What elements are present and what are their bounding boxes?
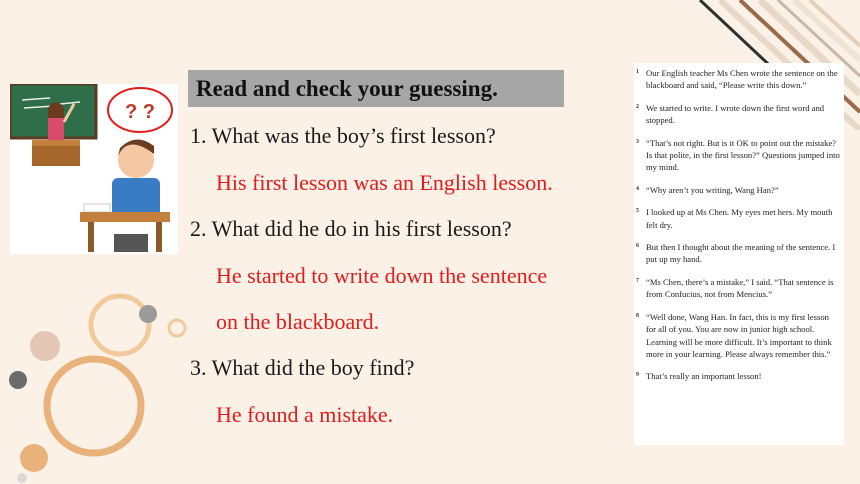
question-3: 3. What did the boy find? [190, 355, 415, 380]
instruction-heading: Read and check your guessing. [188, 70, 564, 107]
answer-1: His first lesson was an English lesson. [216, 170, 553, 195]
paragraph-text: I looked up at Ms Chen. My eyes met hers. My mouth felt dry. [646, 207, 833, 230]
paragraph-text: “Well done, Wang Han. In fact, this is my first lesson for all of you. You are now in junior high school. Learning will be more difficult. It’s important to think more in your learning. Please always remember this.” [646, 311, 832, 359]
passage-paragraph [634, 241, 840, 266]
answer-2-line-1: He started to write down the sentence [216, 263, 548, 288]
paragraph-number: 8 [636, 312, 639, 319]
answer-2-line-2: on the blackboard. [216, 309, 380, 334]
answer-3: He found a mistake. [216, 402, 394, 427]
paragraph-number: 7 [636, 277, 639, 284]
paragraph-number: 9 [636, 372, 639, 379]
paragraph-number: 4 [636, 185, 639, 192]
question-1: 1. What was the boy’s first lesson? [190, 123, 496, 148]
passage-paragraph [634, 206, 840, 231]
passage-paragraph [634, 137, 840, 174]
question-2: 2. What did he do in his first lesson? [190, 216, 512, 241]
paragraph-text: But then I thought about the meaning of the sentence. I put up my hand. [646, 242, 836, 265]
question-answer-list [190, 122, 620, 429]
paragraph-text: We started to write. I wrote down the first word and stopped. [646, 102, 825, 126]
circles-decoration [0, 280, 200, 484]
paragraph-text: “That’s not right. But is it OK to point out the mistake? Is that polite, in the first lesson?” Questions jumped into my mind. [646, 137, 840, 173]
paragraph-number: 6 [636, 243, 639, 250]
paragraph-number: 2 [636, 103, 639, 110]
classroom-illustration [10, 84, 178, 254]
paragraph-text: “Why aren’t you writing, Wang Han?” [646, 184, 779, 195]
passage-paragraph [634, 311, 840, 361]
passage-paragraph [634, 370, 840, 382]
paragraph-number: 1 [636, 69, 639, 75]
paragraph-text: Our English teacher Ms Chen wrote the sentence on the blackboard and said, “Please write this down.” [646, 68, 838, 91]
reading-passage [634, 63, 844, 445]
passage-paragraph [634, 67, 840, 92]
bubble-text: ? ? [125, 101, 155, 123]
passage-paragraph [634, 102, 840, 127]
paragraph-number: 5 [636, 208, 639, 215]
paragraph-number: 3 [636, 138, 639, 145]
paragraph-text: That’s really an important lesson! [646, 371, 762, 382]
paragraph-text: “Ms Chen, there’s a mistake,” I said. “That sentence is from Confucius, not from Mencius.” [646, 276, 834, 300]
passage-paragraph [634, 276, 840, 301]
passage-paragraph [634, 184, 840, 196]
